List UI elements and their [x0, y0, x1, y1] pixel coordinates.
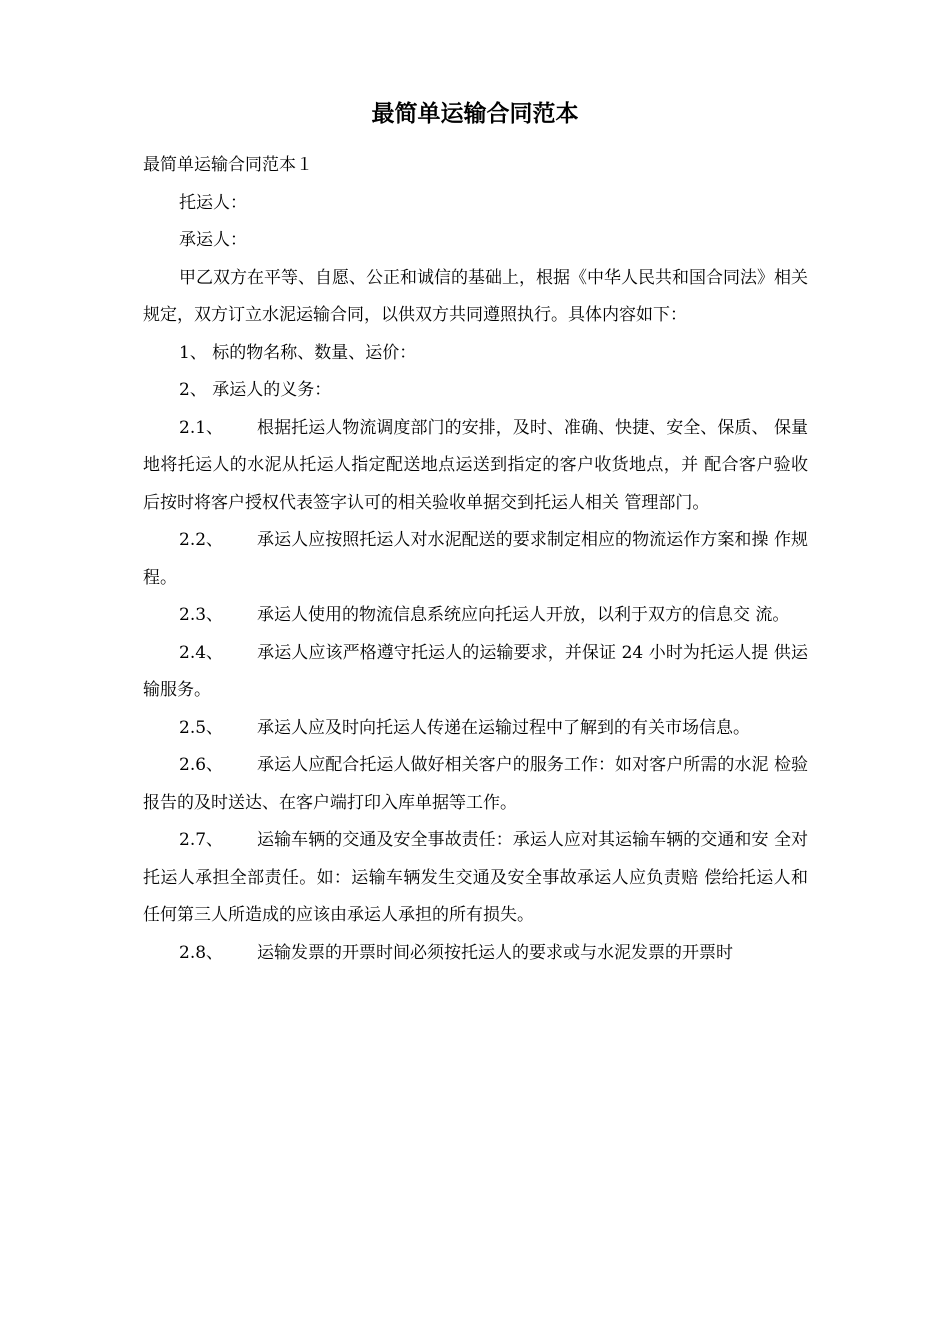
clause-2-6 — [143, 747, 808, 822]
clause-2-7 — [143, 822, 808, 935]
clause-text: 承运人使用的物流信息系统应向托运人开放，以利于双方的信息交 流。 — [257, 605, 790, 625]
item-2: 2、 承运人的义务： — [179, 380, 332, 400]
clause-text: 承运人应配合托运人做好相关客户的服务工作：如对客户所需的水泥 检验报告的及时送达、在客户端打印入库单据等工作。 — [143, 755, 808, 813]
clause-2-8 — [143, 935, 808, 973]
clause-number: 2.5、 — [179, 717, 224, 738]
document-subtitle: 最简单运输合同范本１ — [143, 155, 313, 175]
document-title: 最简单运输合同范本 — [371, 101, 579, 127]
intro-paragraph: 甲乙双方在平等、自愿、公正和诚信的基础上，根据《中华人民共和国合同法》相关规定，双方订立水泥运输合同，以供双方共同遵照执行。具体内容如下： — [143, 267, 808, 325]
clause-text: 承运人应该严格遵守托运人的运输要求，并保证 24 小时为托运人提 供运输服务。 — [143, 642, 808, 700]
clause-text: 运输发票的开票时间必须按托运人的要求或与水泥发票的开票时 — [257, 942, 733, 963]
clause-number: 2.4、 — [179, 642, 224, 663]
consignor-line: 托运人： — [179, 192, 247, 213]
clause-number: 2.7、 — [179, 830, 224, 850]
clause-text: 运输车辆的交通及安全事故责任：承运人应对其运输车辆的交通和安 全对托运人承担全部责任。如：运输车辆发生交通及安全事故承运人应负责赔 偿给托运人和任何第三人所造成的应该由承运人承担的所有损失。 — [143, 830, 808, 925]
document-body — [143, 147, 808, 972]
clause-text: 承运人应按照托运人对水泥配送的要求制定相应的物流运作方案和操 作规程。 — [143, 530, 808, 588]
clause-text: 承运人应及时向托运人传递在运输过程中了解到的有关市场信息。 — [257, 717, 750, 738]
clause-number: 2.6、 — [179, 755, 224, 775]
clause-number: 2.1、 — [179, 417, 224, 438]
clause-2-5 — [143, 710, 808, 748]
clause-2-2 — [143, 522, 808, 597]
clause-number: 2.3、 — [179, 605, 224, 625]
clause-number: 2.8、 — [179, 942, 224, 963]
clause-2-3 — [143, 597, 808, 635]
clause-text: 根据托运人物流调度部门的安排，及时、准确、快捷、安全、保质、 保量地将托运人的水泥从托运人指定配送地点运送到指定的客户收货地点，并 配合客户验收后按时将客户授权代表签字认可的相关验收单据交到托运人相关 管理部门。 — [143, 417, 808, 513]
clause-2-4 — [143, 635, 808, 710]
carrier-line: 承运人： — [179, 230, 247, 250]
clause-number: 2.2、 — [179, 530, 224, 550]
item-1: 1、 标的物名称、数量、运价： — [179, 342, 417, 363]
clause-2-1 — [143, 410, 808, 523]
